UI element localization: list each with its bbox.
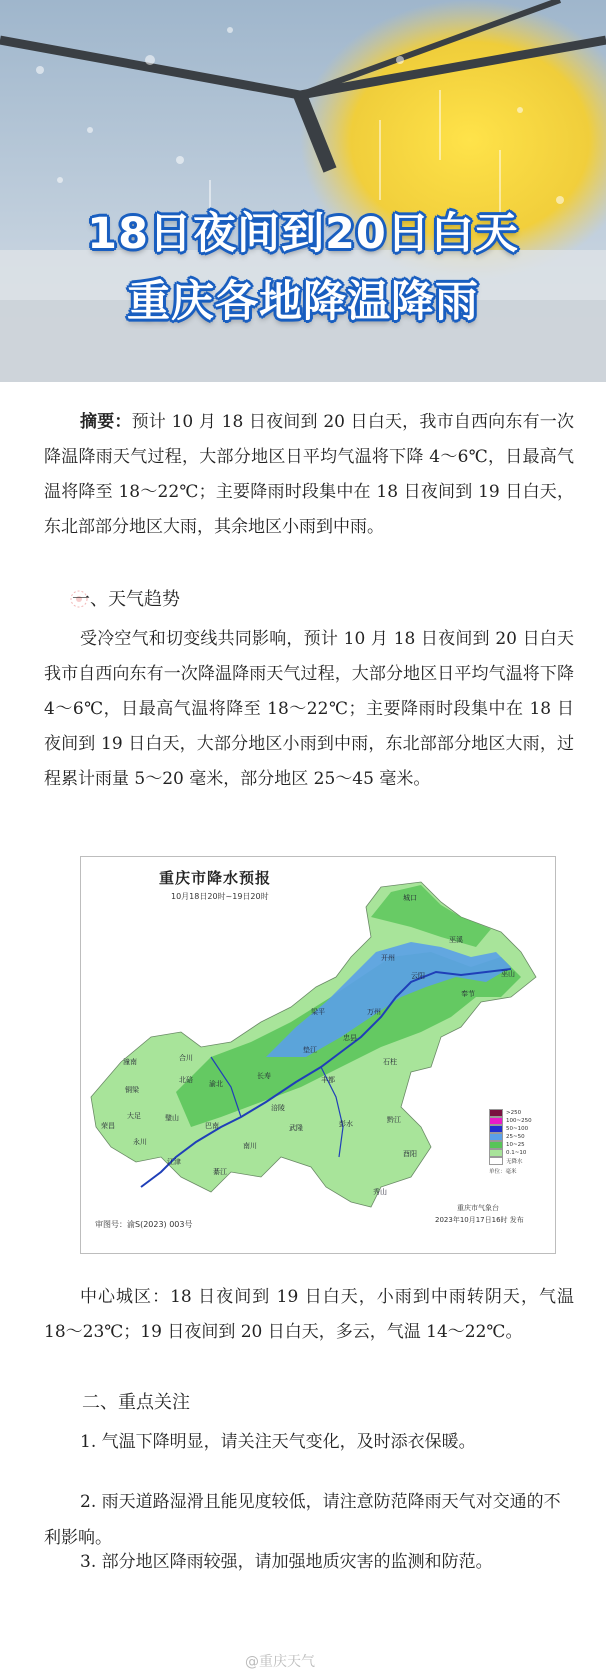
legend-swatch	[489, 1125, 503, 1133]
map-agency: 重庆市气象台	[457, 1204, 499, 1212]
city-label: 奉节	[461, 990, 475, 998]
legend-label: 25~50	[506, 1134, 525, 1140]
weather-trend-paragraph: 受冷空气和切变线共同影响，预计 10 月 18 日夜间到 20 日白天我市自西向东有一次降温降雨天气过程，大部分地区日平均气温将下降 4～6℃，日最高气温将降至 18～22℃；主要降雨时段集中在 18 日夜间到 19 日白天，大部分地区小雨到中雨，东北部部分地区大雨，过程累计雨量 5～20 毫米，部分地区 25～45 毫米。	[44, 629, 574, 789]
legend-swatch	[489, 1157, 503, 1165]
city-label: 忠县	[343, 1034, 357, 1042]
city-label: 丰都	[321, 1076, 335, 1084]
city-label: 开州	[381, 954, 395, 962]
legend-label: >250	[506, 1110, 522, 1116]
city-label: 涪陵	[271, 1104, 285, 1112]
legend-row	[489, 1117, 532, 1125]
tip-item: 3. 部分地区降雨较强，请加强地质灾害的监测和防范。	[80, 1552, 493, 1572]
tip-item: 2. 雨天道路湿滑且能见度较低，请注意防范降雨天气对交通的不利影响。	[44, 1492, 561, 1548]
legend-label: 10~25	[506, 1142, 525, 1148]
map-legend	[489, 1109, 532, 1175]
tip-item: 1. 气温下降明显，请关注天气变化，及时添衣保暖。	[80, 1432, 476, 1452]
city-label: 酉阳	[403, 1150, 417, 1158]
legend-row	[489, 1141, 532, 1149]
city-label: 彭水	[339, 1120, 353, 1128]
map-title: 重庆市降水预报	[159, 869, 272, 887]
legend-row	[489, 1109, 532, 1117]
city-label: 南川	[243, 1142, 257, 1150]
legend-row	[489, 1125, 532, 1133]
city-label: 云阳	[411, 972, 425, 980]
city-label: 渝北	[209, 1080, 223, 1088]
city-label: 潼南	[123, 1058, 137, 1066]
abstract-paragraph	[44, 405, 574, 545]
legend-swatch	[489, 1141, 503, 1149]
city-label: 巫溪	[449, 936, 463, 944]
city-label: 垫江	[303, 1046, 317, 1054]
city-label: 北碚	[179, 1076, 193, 1084]
legend-row	[489, 1149, 532, 1157]
city-label: 石柱	[383, 1058, 397, 1066]
legend-swatch	[489, 1117, 503, 1125]
city-label: 綦江	[213, 1168, 227, 1176]
city-label: 铜梁	[125, 1086, 139, 1094]
city-label: 黔江	[387, 1116, 401, 1124]
header-banner	[0, 0, 606, 382]
map-graphic	[81, 857, 555, 1253]
abstract-text: 预计 10 月 18 日夜间到 20 日白天，我市自西向东有一次降温降雨天气过程，大部分地区日平均气温将下降 4～6℃，日最高气温将降至 18～22℃；主要降雨时段集中在 18 日夜间到 19 日白天，东北部部分地区大雨，其余地区小雨到中雨。	[44, 412, 574, 537]
legend-label: 无降水	[506, 1159, 523, 1165]
city-label: 秀山	[373, 1188, 387, 1196]
legend-label: 50~100	[506, 1126, 529, 1132]
legend-swatch	[489, 1149, 503, 1157]
legend-row	[489, 1157, 532, 1165]
abstract-label: 摘要：	[80, 412, 132, 432]
city-label: 万州	[367, 1008, 381, 1016]
page-title-line1: 18日夜间到20日白天	[87, 209, 519, 259]
city-label: 江津	[167, 1158, 181, 1166]
city-label: 武隆	[289, 1124, 303, 1132]
page-title-line2: 重庆各地降温降雨	[127, 277, 479, 327]
legend-swatch	[489, 1109, 503, 1117]
map-approval-number: 审图号：渝S(2023) 003号	[95, 1220, 193, 1229]
legend-swatch	[489, 1133, 503, 1141]
city-label: 长寿	[257, 1072, 271, 1080]
legend-row	[489, 1133, 532, 1141]
section2-heading: 二、重点关注	[82, 1392, 190, 1413]
section1-heading: 一、天气趋势	[72, 589, 180, 610]
map-issue-date: 2023年10月17日16时 发布	[435, 1216, 524, 1224]
legend-label: 100~250	[506, 1118, 532, 1124]
precipitation-forecast-map	[80, 856, 556, 1254]
legend-label: 0.1~10	[506, 1150, 527, 1156]
map-subtitle: 10月18日20时~19日20时	[171, 892, 269, 901]
city-label: 荣昌	[101, 1122, 115, 1130]
city-label: 大足	[127, 1112, 141, 1120]
watermark: @重庆天气	[245, 1654, 315, 1670]
city-label: 巴南	[205, 1122, 219, 1130]
city-label: 梁平	[311, 1008, 325, 1016]
city-label: 璧山	[165, 1114, 179, 1122]
city-label: 城口	[403, 894, 417, 902]
legend-unit: 单位：毫米	[489, 1169, 517, 1175]
city-label: 巫山	[501, 970, 515, 978]
central-city-paragraph: 中心城区：18 日夜间到 19 日白天，小雨到中雨转阴天，气温 18～23℃；19 日夜间到 20 日白天，多云，气温 14～22℃。	[44, 1287, 574, 1342]
city-label: 永川	[133, 1138, 147, 1146]
city-label: 合川	[179, 1054, 193, 1062]
